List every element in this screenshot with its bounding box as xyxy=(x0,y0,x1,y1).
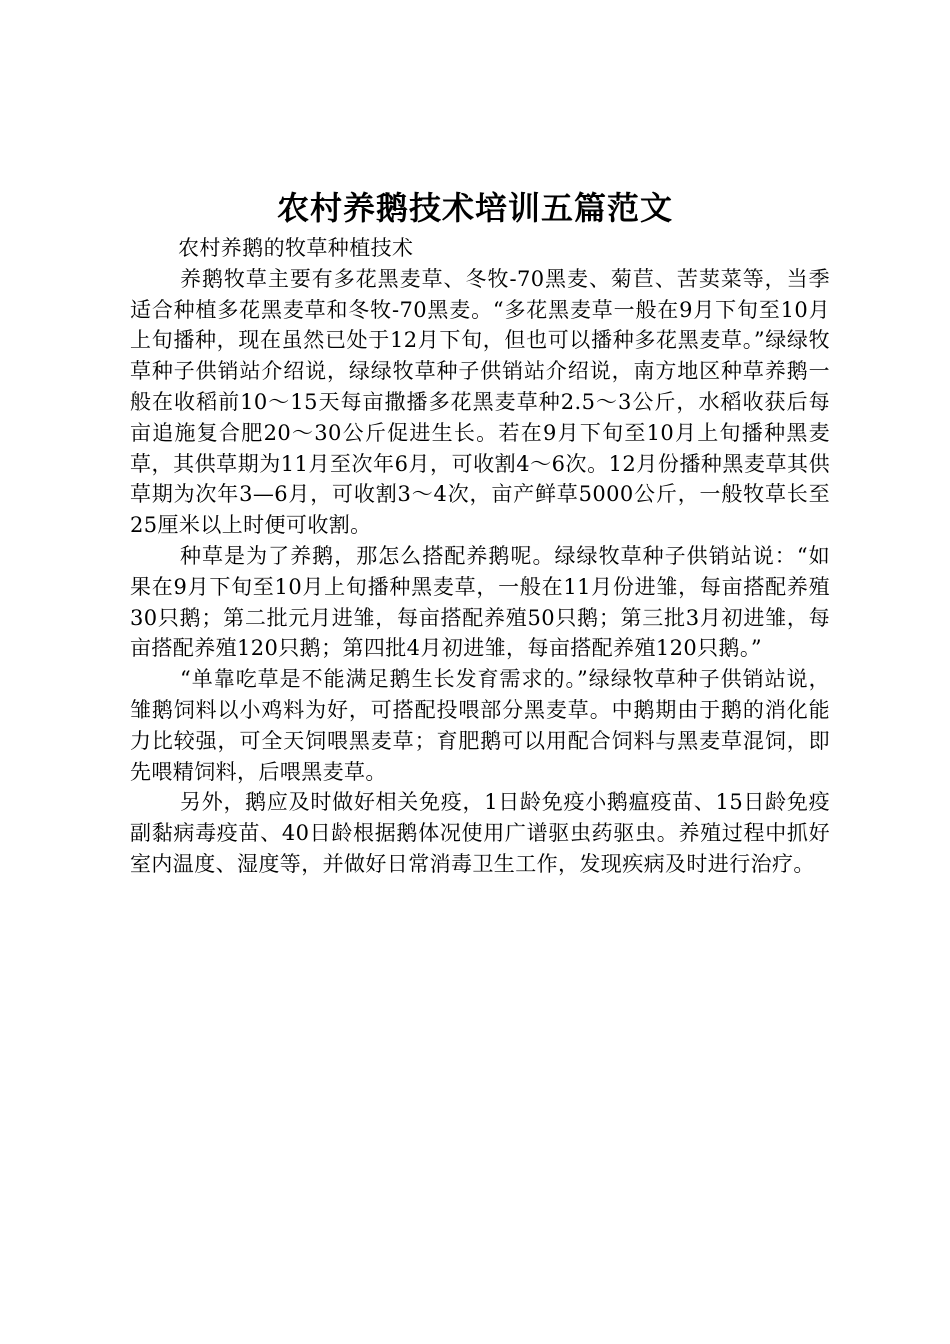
section-subtitle: 农村养鹅的牧草种植技术 xyxy=(178,236,414,260)
paragraph-immunization: 另外，鹅应及时做好相关免疫，1日龄免疫小鹅瘟疫苗、15日龄免疫副黏病毒疫苗、40日龄根据鹅体况使用广谱驱虫药驱虫。养殖过程中抓好室内温度、湿度等，并做好日常消毒卫生工作，发现疾病及时进行治疗。 xyxy=(130,790,830,876)
paragraph-pasture-species: 养鹅牧草主要有多花黑麦草、冬牧-70黑麦、菊苣、苦荬菜等，当季适合种植多花黑麦草和冬牧-70黑麦。“多花黑麦草一般在9月下旬至10月上旬播种，现在虽然已处于12月下旬，但也可以播种多花黑麦草。”绿绿牧草种子供销站介绍说，绿绿牧草种子供销站介绍说，南方地区种草养鹅一般在收稻前10～15天每亩撒播多花黑麦草种2.5～3公斤，水稻收获后每亩追施复合肥20～30公斤促进生长。若在9月下旬至10月上旬播种黑麦草，其供草期为11月至次年6月，可收割4～6次。12月份播种黑麦草其供草期为次年3—6月，可收割3～4次，亩产鲜草5000公斤，一般牧草长至25厘米以上时便可收割。 xyxy=(130,266,830,538)
document-title: 农村养鹅技术培训五篇范文 xyxy=(276,189,673,227)
paragraph-feeding: “单靠吃草是不能满足鹅生长发育需求的。”绿绿牧草种子供销站说，雏鹅饲料以小鸡料为好，可搭配投喂部分黑麦草。中鹅期由于鹅的消化能力比较强，可全天饲喂黑麦草；育肥鹅可以用配合饲料与黑麦草混饲，即先喂精饲料，后喂黑麦草。 xyxy=(130,667,830,784)
paragraph-goose-stocking: 种草是为了养鹅，那怎么搭配养鹅呢。绿绿牧草种子供销站说：“如果在9月下旬至10月上旬播种黑麦草，一般在11月份进雏，每亩搭配养殖30只鹅；第二批元月进雏，每亩搭配养殖50只鹅；第三批3月初进雏，每亩搭配养殖120只鹅；第四批4月初进雏，每亩搭配养殖120只鹅。” xyxy=(130,543,830,661)
document-body xyxy=(130,233,830,880)
